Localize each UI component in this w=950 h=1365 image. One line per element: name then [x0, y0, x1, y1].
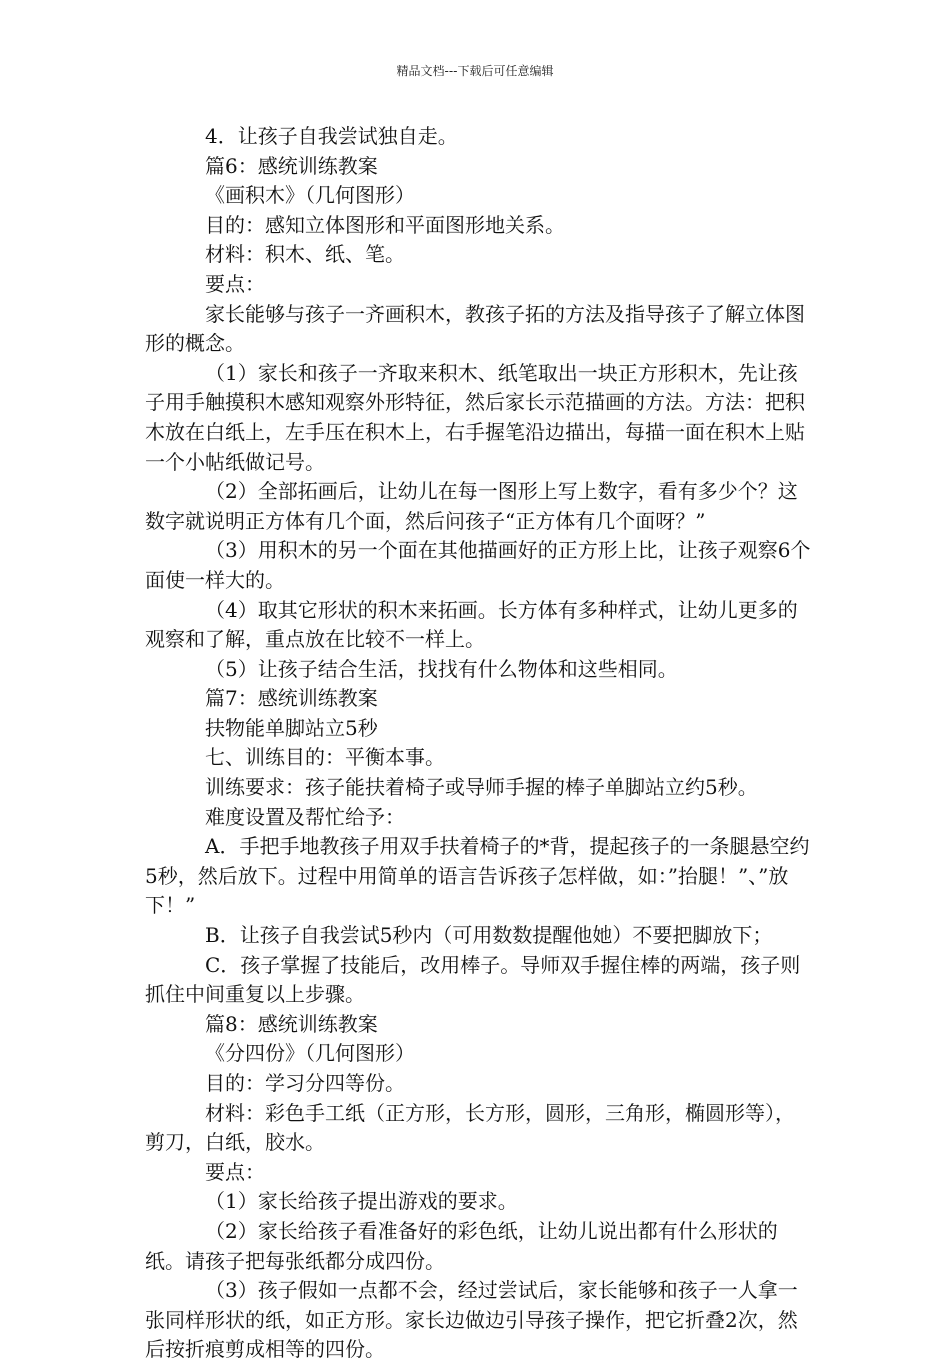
paragraph: 材料：彩色手工纸（正方形，长方形，圆形，三角形，椭圆形等），剪刀，白纸，胶水。 — [145, 1100, 795, 1155]
section-heading: 篇8：感统训练教案 — [205, 1011, 378, 1036]
paragraph: （2）全部拓画后，让幼儿在每一图形上写上数字，看有多少个？这数字就说明正方体有几个面，然后问孩子“正方体有几个面呀？” — [145, 479, 798, 533]
paragraph: C．孩子掌握了技能后，改用棒子。导师双手握住棒的两端，孩子则抓住中间重复以上步骤。 — [145, 952, 801, 1007]
paragraph: A．手把手地教孩子用双手扶着椅子的*背，提起孩子的一条腿悬空约5秒，然后放下。过程中用简单的语言告诉孩子怎样做，如：”抬腿！”、”放下！” — [145, 834, 810, 918]
paragraph: （5）让孩子结合生活，找找有什么物体和这些相同。 — [205, 656, 678, 681]
paragraph: （1）家长给孩子提出游戏的要求。 — [205, 1189, 518, 1214]
lesson-title: 《画积木》（几何图形） — [205, 183, 415, 208]
lesson-title: 《分四份》（几何图形） — [205, 1041, 415, 1066]
paragraph: 材料：积木、纸、笔。 — [205, 242, 405, 267]
paragraph: （2）家长给孩子看准备好的彩色纸，让幼儿说出都有什么形状的纸。请孩子把每张纸都分成四份。 — [145, 1218, 778, 1273]
section-heading: 篇7：感统训练教案 — [205, 686, 378, 711]
paragraph: 七、训练目的：平衡本事。 — [205, 745, 445, 770]
section-heading: 篇6：感统训练教案 — [205, 153, 378, 178]
paragraph: 家长能够与孩子一齐画积木，教孩子拓的方法及指导孩子了解立体图形的概念。 — [145, 301, 805, 356]
paragraph: 目的：感知立体图形和平面图形地关系。 — [205, 212, 565, 237]
paragraph: （4）取其它形状的积木来拓画。长方体有多种样式，让幼儿更多的观察和了解，重点放在比较不一样上。 — [145, 597, 798, 652]
paragraph: 难度设置及帮忙给予： — [205, 804, 405, 829]
paragraph: （3）用积木的另一个面在其他描画好的正方形上比，让孩子观察6个面使一样大的。 — [145, 538, 811, 592]
paragraph: （3）孩子假如一点都不会，经过尝试后，家长能够和孩子一人拿一张同样形状的纸，如正方形。家长边做边引导孩子操作，把它折叠2次，然后按折痕剪成相等的四份。 — [145, 1278, 798, 1362]
document-body — [145, 122, 813, 1365]
paragraph: B．让孩子自我尝试5秒内（可用数数提醒他她）不要把脚放下； — [205, 923, 773, 948]
lesson-title: 扶物能单脚站立5秒 — [205, 715, 378, 740]
paragraph: （1）家长和孩子一齐取来积木、纸笔取出一块正方形积木，先让孩子用手触摸积木感知观察外形特征，然后家长示范描画的方法。方法：把积木放在白纸上，左手压在积木上，右手握笔沿边描出，每描一面在积木上贴一个小帖纸做记号。 — [145, 360, 805, 474]
paragraph: 训练要求：孩子能扶着椅子或导师手握的棒子单脚站立约5秒。 — [205, 775, 758, 800]
paragraph: 4．让孩子自我尝试独自走。 — [205, 124, 458, 148]
paragraph: 目的：学习分四等份。 — [205, 1071, 405, 1095]
page-header: 精品文档---下载后可任意编辑 — [396, 64, 554, 78]
paragraph: 要点： — [205, 271, 265, 296]
paragraph: 要点： — [205, 1159, 265, 1184]
